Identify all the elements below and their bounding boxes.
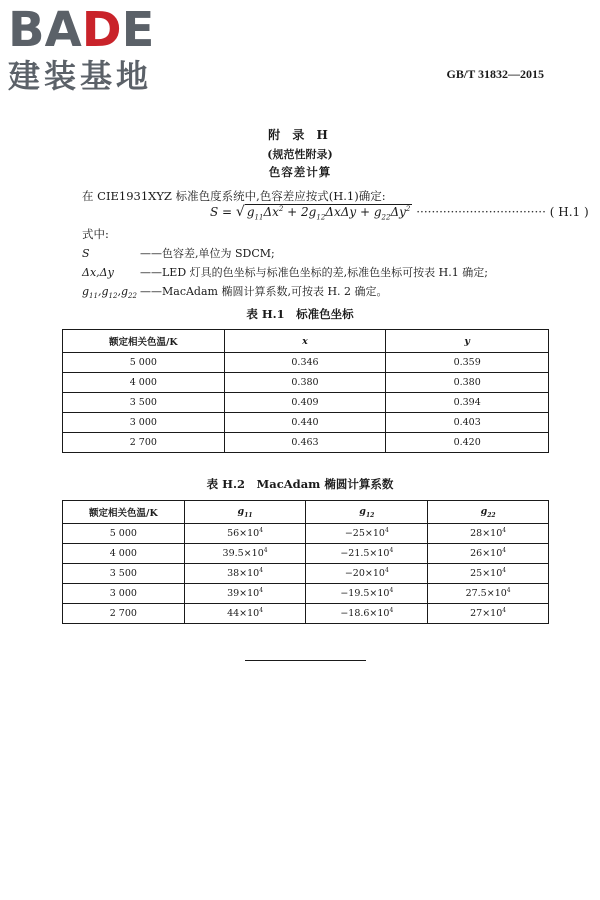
cell-exp: 4 xyxy=(384,527,389,535)
cell-x: 0.463 xyxy=(224,433,386,453)
cell-exp: 4 xyxy=(259,567,264,575)
cell-exp: 4 xyxy=(263,547,268,555)
cell-exp: 4 xyxy=(502,607,507,615)
cell-cct: 5 000 xyxy=(63,524,185,544)
cell-cct: 3 000 xyxy=(63,413,225,433)
cell-exp: 4 xyxy=(502,547,507,555)
cell-cct: 5 000 xyxy=(63,353,225,373)
cell-cct: 4 000 xyxy=(63,544,185,564)
formula-radicand xyxy=(245,204,413,222)
table-row xyxy=(63,604,549,624)
cell-g11 xyxy=(184,604,306,624)
cell-cct: 3 500 xyxy=(63,564,185,584)
cell-exp: 4 xyxy=(506,587,511,595)
term3-var: Δy xyxy=(390,205,406,219)
term1-var: Δx xyxy=(263,205,279,219)
logo-word-accent: D xyxy=(81,2,122,58)
col-header-x: x xyxy=(224,330,386,353)
definition-symbol xyxy=(82,285,140,300)
cell-mantissa: 39.5×10 xyxy=(222,548,264,560)
brand-logo xyxy=(8,4,178,94)
term1-sup: 2 xyxy=(278,205,284,213)
cell-cct: 3 500 xyxy=(63,393,225,413)
cell-cct: 2 700 xyxy=(63,604,185,624)
cell-mantissa: 27×10 xyxy=(470,608,503,620)
cell-g11 xyxy=(184,544,306,564)
cell-y: 0.420 xyxy=(386,433,549,453)
cell-mantissa: −19.5×10 xyxy=(340,588,390,600)
sym-sep: , xyxy=(97,285,102,298)
cell-exp: 4 xyxy=(259,607,264,615)
cell-g22 xyxy=(428,564,549,584)
cell-exp: 4 xyxy=(259,587,264,595)
logo-subtitle: 建装基地 xyxy=(8,57,153,95)
table-row xyxy=(63,373,549,393)
cell-g11 xyxy=(184,584,306,604)
cell-cct: 3 000 xyxy=(63,584,185,604)
table-row xyxy=(63,393,549,413)
col-header-cct: 额定相关色温/K xyxy=(63,330,225,353)
table-macadam-coefficients xyxy=(62,500,549,624)
table-row xyxy=(63,564,549,584)
definition-text: ——LED 灯具的色坐标与标准色坐标的差,标准色坐标可按表 H.1 确定; xyxy=(140,266,488,279)
end-rule xyxy=(245,660,366,661)
definition-text: ——色容差,单位为 SDCM; xyxy=(140,247,275,260)
plus1: + 2 xyxy=(283,205,309,219)
appendix-subtitle: (规范性附录) xyxy=(267,148,333,161)
table-header-row xyxy=(63,330,549,353)
formula-leader-dots: ·································· xyxy=(416,205,546,219)
col-header-g11 xyxy=(184,501,306,524)
hdr-sub: 12 xyxy=(365,511,375,519)
cell-g12 xyxy=(306,524,428,544)
hdr-sub: 11 xyxy=(244,511,253,519)
col-header-g22 xyxy=(428,501,549,524)
cell-exp: 4 xyxy=(389,607,394,615)
cell-g11 xyxy=(184,564,306,584)
sym-g: g xyxy=(82,285,90,298)
plus2: + xyxy=(356,205,374,219)
cell-exp: 4 xyxy=(384,567,389,575)
cell-g22 xyxy=(428,584,549,604)
cell-g12 xyxy=(306,544,428,564)
cell-g12 xyxy=(306,564,428,584)
col-header-cct: 额定相关色温/K xyxy=(63,501,185,524)
cell-x: 0.346 xyxy=(224,353,386,373)
table-row xyxy=(63,413,549,433)
appendix-name: 色容差计算 xyxy=(268,165,332,179)
formula-lhs: S = xyxy=(210,205,236,219)
definition-delta xyxy=(82,264,488,280)
sym-sub: 11 xyxy=(89,292,98,301)
cell-exp: 4 xyxy=(389,587,394,595)
appendix-title: 附 录 H xyxy=(268,128,332,142)
cell-mantissa: 26×10 xyxy=(470,548,503,560)
table2-caption: 表 H.2 MacAdam 椭圆计算系数 xyxy=(206,477,394,491)
cell-g12 xyxy=(306,584,428,604)
definition-text: ——MacAdam 椭圆计算系数,可按表 H. 2 确定。 xyxy=(140,285,388,298)
cell-cct: 2 700 xyxy=(63,433,225,453)
cell-mantissa: 56×10 xyxy=(227,528,260,540)
logo-word-tail: E xyxy=(121,2,155,58)
table-row xyxy=(63,524,549,544)
cell-mantissa: −21.5×10 xyxy=(340,548,390,560)
cell-exp: 4 xyxy=(389,547,394,555)
cell-g22 xyxy=(428,524,549,544)
cell-exp: 4 xyxy=(259,527,264,535)
term2-g: g xyxy=(308,205,317,219)
sym-g: g xyxy=(101,285,109,298)
term2-sub: 12 xyxy=(316,213,326,222)
formula-tag: ( H.1 ) xyxy=(549,205,589,219)
term3-g: g xyxy=(373,205,382,219)
sym-g: g xyxy=(120,285,128,298)
cell-y: 0.380 xyxy=(386,373,549,393)
term3-sub: 22 xyxy=(381,213,391,222)
cell-mantissa: 27.5×10 xyxy=(465,588,507,600)
table-header-row xyxy=(63,501,549,524)
table-row xyxy=(63,353,549,373)
term1-sub: 11 xyxy=(254,213,264,222)
table-row xyxy=(63,433,549,453)
cell-exp: 4 xyxy=(502,527,507,535)
definition-s xyxy=(82,245,275,261)
term1-g: g xyxy=(246,205,255,219)
cell-cct: 4 000 xyxy=(63,373,225,393)
cell-y: 0.403 xyxy=(386,413,549,433)
table-row xyxy=(63,584,549,604)
cell-g11 xyxy=(184,524,306,544)
cell-mantissa: 25×10 xyxy=(470,568,503,580)
term3-sup: 2 xyxy=(405,205,411,213)
cell-y: 0.359 xyxy=(386,353,549,373)
hdr-g: g xyxy=(480,505,488,517)
cell-mantissa: 44×10 xyxy=(227,608,260,620)
logo-word-main: BA xyxy=(8,2,82,58)
cell-mantissa: −18.6×10 xyxy=(340,608,390,620)
logo-wordmark xyxy=(8,4,178,56)
cell-mantissa: 28×10 xyxy=(470,528,503,540)
cell-mantissa: −20×10 xyxy=(344,568,385,580)
sym-sep: , xyxy=(117,285,121,298)
cell-mantissa: −25×10 xyxy=(344,528,385,540)
cell-x: 0.409 xyxy=(224,393,386,413)
table-row xyxy=(63,544,549,564)
cell-mantissa: 39×10 xyxy=(227,588,260,600)
definition-symbol: S xyxy=(82,247,90,260)
cell-mantissa: 38×10 xyxy=(227,568,260,580)
cell-g22 xyxy=(428,544,549,564)
hdr-sub: 22 xyxy=(487,511,496,519)
sym-sub: 22 xyxy=(127,292,137,301)
sym-sub: 12 xyxy=(108,292,118,301)
cell-g12 xyxy=(306,604,428,624)
table1-caption: 表 H.1 标准色坐标 xyxy=(246,307,354,321)
col-header-y: y xyxy=(386,330,549,353)
cell-x: 0.380 xyxy=(224,373,386,393)
cell-x: 0.440 xyxy=(224,413,386,433)
cell-y: 0.394 xyxy=(386,393,549,413)
hdr-g: g xyxy=(359,505,366,517)
col-header-g12 xyxy=(306,501,428,524)
standard-number: GB/T 31832—2015 xyxy=(446,67,544,81)
definition-symbol: Δx,Δy xyxy=(82,266,114,279)
where-label: 式中: xyxy=(82,227,109,241)
formula-h1 xyxy=(210,204,589,221)
cell-exp: 4 xyxy=(502,567,507,575)
hdr-g: g xyxy=(237,505,245,517)
cell-g22 xyxy=(428,604,549,624)
sqrt-symbol: √ xyxy=(235,204,245,220)
definition-g xyxy=(82,283,388,300)
intro-paragraph: 在 CIE1931XYZ 标准色度系统中,色容差应按式(H.1)确定: xyxy=(82,189,386,203)
table-standard-coordinates xyxy=(62,329,549,453)
term2-var: ΔxΔy xyxy=(325,205,357,219)
